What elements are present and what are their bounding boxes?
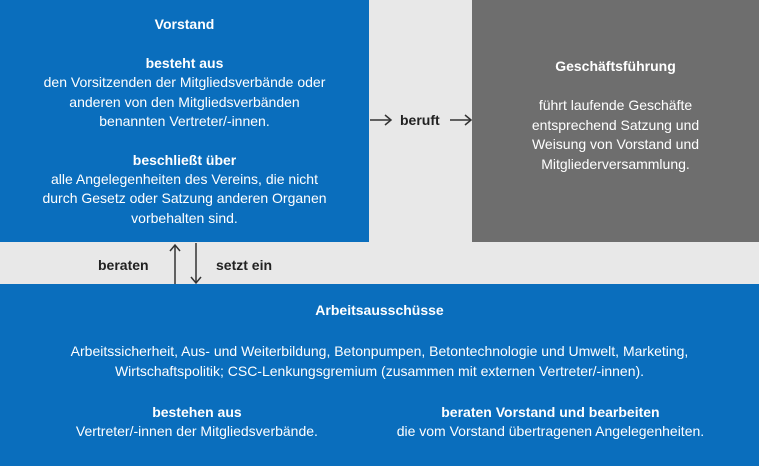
vorstand-beschliesst-line: durch Gesetz oder Satzung anderen Organen xyxy=(42,190,327,206)
arrow-right-icon xyxy=(450,113,474,127)
arrow-down-icon xyxy=(189,243,203,285)
connector-setzt-ein-label: setzt ein xyxy=(216,257,273,273)
arbeitsausschuesse-beraten-text: die vom Vorstand übertragenen Angelegenheiten. xyxy=(396,423,705,439)
vorstand-title: Vorstand xyxy=(154,16,215,32)
geschaeftsfuehrung-box xyxy=(472,0,759,242)
connector-beraten-label: beraten xyxy=(98,257,149,273)
vorstand-beschliesst-line: vorbehalten sind. xyxy=(131,209,238,226)
geschaeftsfuehrung-line: führt laufende Geschäfte xyxy=(538,97,693,113)
geschaeftsfuehrung-line: Mitgliederversammlung. xyxy=(541,155,690,172)
vorstand-besteht-aus-line: anderen von den Mitgliedsverbänden xyxy=(69,93,300,110)
geschaeftsfuehrung-line: entsprechend Satzung und xyxy=(531,116,700,133)
arbeitsausschuesse-title: Arbeitsausschüsse xyxy=(315,302,444,318)
arbeitsausschuesse-bestehen-text: Vertreter/-innen der Mitgliedsverbände. xyxy=(75,423,318,439)
connector-beruft-label: beruft xyxy=(400,112,440,128)
arrow-right-icon xyxy=(370,113,394,127)
arbeitsausschuesse-beraten-heading: beraten Vorstand und bearbeiten xyxy=(441,404,660,420)
arbeitsausschuesse-box xyxy=(0,284,759,466)
arbeitsausschuesse-bestehen-heading: bestehen aus xyxy=(152,404,242,420)
arbeitsausschuesse-list-line: Wirtschaftspolitik; CSC-Lenkungsgremium (zusammen mit externen Vertreter/-innen). xyxy=(114,362,645,379)
arrow-up-icon xyxy=(168,243,182,285)
geschaeftsfuehrung-line: Weisung von Vorstand und xyxy=(531,136,700,152)
vorstand-beschliesst-heading: beschließt über xyxy=(132,151,237,168)
geschaeftsfuehrung-title: Geschäftsführung xyxy=(555,58,676,74)
vorstand-besteht-aus-heading: besteht aus xyxy=(145,55,224,71)
vorstand-besteht-aus-line: benannten Vertreter/-innen. xyxy=(99,113,270,129)
arbeitsausschuesse-list-line: Arbeitssicherheit, Aus- und Weiterbildung, Betonpumpen, Betontechnologie und Umwelt, Marketing, xyxy=(70,343,689,359)
vorstand-box xyxy=(0,0,369,242)
vorstand-beschliesst-line: alle Angelegenheiten des Vereins, die nicht xyxy=(51,170,318,187)
vorstand-besteht-aus-line: den Vorsitzenden der Mitgliedsverbände oder xyxy=(43,74,326,90)
